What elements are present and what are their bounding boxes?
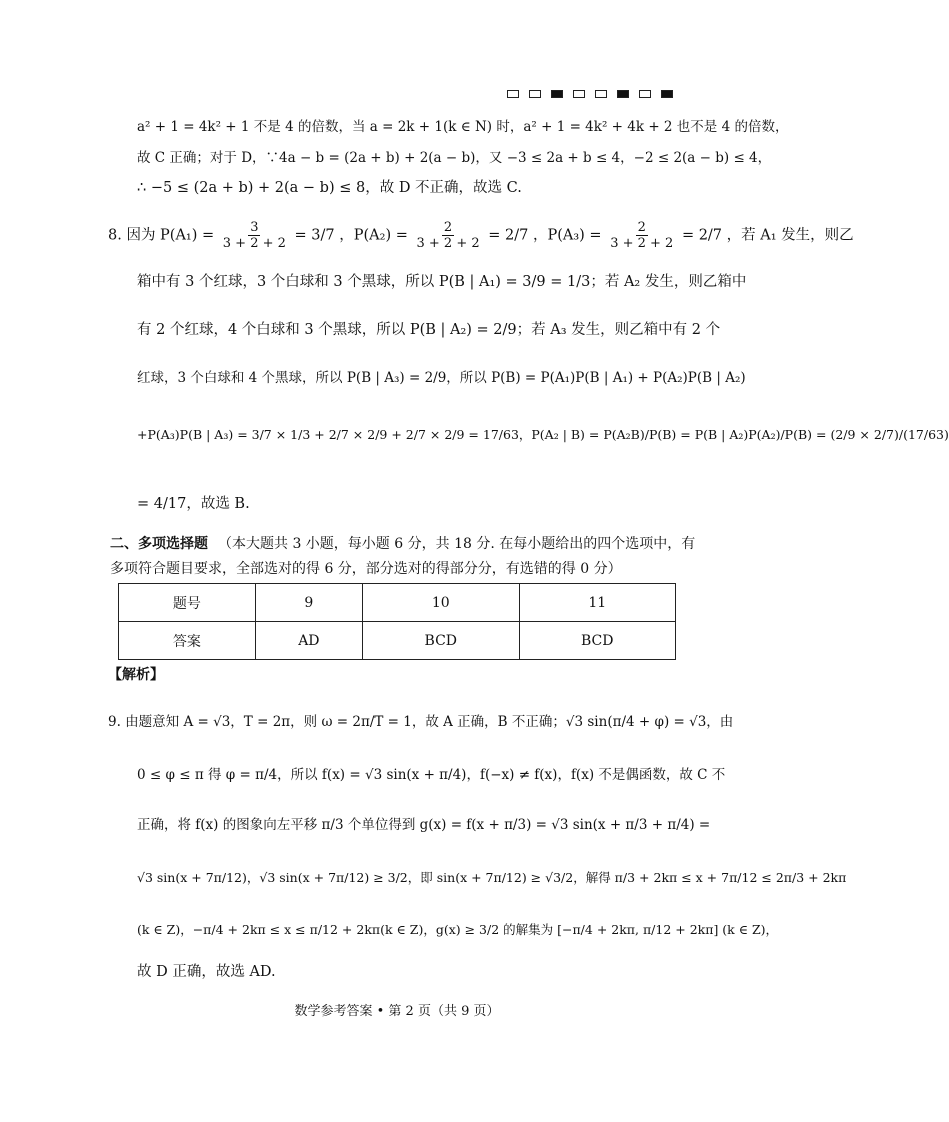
fraction: $\frac{2}{3 + 2 + 2}$ xyxy=(610,220,674,251)
p8-text: ，P(A₃) = xyxy=(532,227,602,244)
table-cell: 10 xyxy=(363,584,519,622)
page-footer: 数学参考答案 • 第 2 页（共 9 页） xyxy=(294,1004,500,1019)
p8-text: = 2/7 xyxy=(681,227,723,244)
p8-text: ，若 A₁ 发生，则乙 xyxy=(726,227,854,244)
p8-line-4: 红球，3 个白球和 4 个黑球，所以 P(B | A₃) = 2/9，所以 P(B) = P(A₁)P(B | A₁) + P(A₂)P(B | A₂) xyxy=(137,370,746,386)
header-square xyxy=(617,90,629,98)
header-square xyxy=(595,90,607,98)
header-square xyxy=(529,90,541,98)
p8-line-3: 有 2 个红球，4 个白球和 3 个黑球，所以 P(B | A₂) = 2/9；若 A₃ 发生，则乙箱中有 2 个 xyxy=(137,322,721,338)
p9-line-5: (k ∈ Z)，−π/4 + 2kπ ≤ x ≤ π/12 + 2kπ(k ∈ Z)，g(x) ≥ 3/2 的解集为 [−π/4 + 2kπ, π/12 + 2kπ] (k ∈ Z)， xyxy=(137,922,779,937)
table-cell: 9 xyxy=(255,584,362,622)
header-square xyxy=(507,90,519,98)
p8-text: = 3/7 xyxy=(294,227,335,244)
p9-line-2: 0 ≤ φ ≤ π 得 φ = π/4，所以 f(x) = √3 sin(x + π/4)，f(−x) ≠ f(x)，f(x) 不是偶函数，故 C 不 xyxy=(137,767,726,783)
p7-line-3: ∴ −5 ≤ (2a + b) + 2(a − b) ≤ 8，故 D 不正确，故选 C. xyxy=(137,180,522,196)
table-cell: 答案 xyxy=(119,622,256,660)
fraction: $\frac{2}{3 + 2 + 2}$ xyxy=(416,220,480,251)
p9-line-1: 9. 由题意知 A = √3，T = 2π，则 ω = 2π/T = 1，故 A 正确，B 不正确；√3 sin(π/4 + φ) = √3，由 xyxy=(108,714,734,730)
table-row xyxy=(119,584,676,622)
p8-line-1 xyxy=(108,220,854,251)
p8-line-5: +P(A₃)P(B | A₃) = 3/7 × 1/3 + 2/7 × 2/9 + 2/7 × 2/9 = 17/63，P(A₂ | B) = P(A₂B)/P(B) = P(B | A₂)P(A₂)/P(B) = (2/9 × 2/7)/(17/63) xyxy=(137,427,949,442)
p8-text: ，P(A₂) = xyxy=(339,227,408,244)
analysis-label: 【解析】 xyxy=(108,667,164,683)
fraction: $\frac{3}{3 + 2 + 2}$ xyxy=(222,220,286,251)
p9-line-4: √3 sin(x + 7π/12)，√3 sin(x + 7π/12) ≥ 3/2，即 sin(x + 7π/12) ≥ √3/2，解得 π/3 + 2kπ ≤ x + 7π/12 ≤ 2π/3 + 2kπ xyxy=(137,870,847,885)
table-cell: BCD xyxy=(519,622,676,660)
p9-line-6: 故 D 正确，故选 AD. xyxy=(137,964,276,980)
p8-text: = 2/7 xyxy=(488,227,529,244)
table-row xyxy=(119,622,676,660)
answer-table xyxy=(118,583,676,660)
p9-line-3: 正确，将 f(x) 的图象向左平移 π/3 个单位得到 g(x) = f(x + π/3) = √3 sin(x + π/3 + π/4) = xyxy=(137,817,711,833)
header-square xyxy=(639,90,651,98)
section-title: 二、多项选择题 xyxy=(110,536,208,552)
p7-line-2: 故 C 正确；对于 D，∵4a − b = (2a + b) + 2(a − b)，又 −3 ≤ 2a + b ≤ 4，−2 ≤ 2(a − b) ≤ 4， xyxy=(137,150,772,166)
p8-line-2: 箱中有 3 个红球，3 个白球和 3 个黑球，所以 P(B | A₁) = 3/9 = 1/3；若 A₂ 发生，则乙箱中 xyxy=(137,274,747,290)
header-square xyxy=(551,90,563,98)
header-square xyxy=(661,90,673,98)
header-marker-squares xyxy=(507,90,673,98)
p7-line-1: a² + 1 = 4k² + 1 不是 4 的倍数，当 a = 2k + 1(k ∈ N) 时，a² + 1 = 4k² + 4k + 2 也不是 4 的倍数， xyxy=(137,119,789,135)
table-cell: 题号 xyxy=(119,584,256,622)
header-square xyxy=(573,90,585,98)
section-description: （本大题共 3 小题，每小题 6 分，共 18 分. 在每小题给出的四个选项中，有 xyxy=(218,536,696,552)
table-cell: AD xyxy=(255,622,362,660)
section-description: 多项符合题目要求，全部选对的得 6 分，部分选对的得部分分，有选错的得 0 分） xyxy=(110,561,622,577)
table-cell: 11 xyxy=(519,584,676,622)
table-cell: BCD xyxy=(363,622,519,660)
p8-text: 8. 因为 P(A₁) = xyxy=(108,227,215,244)
p8-line-6: = 4/17，故选 B. xyxy=(137,496,250,512)
